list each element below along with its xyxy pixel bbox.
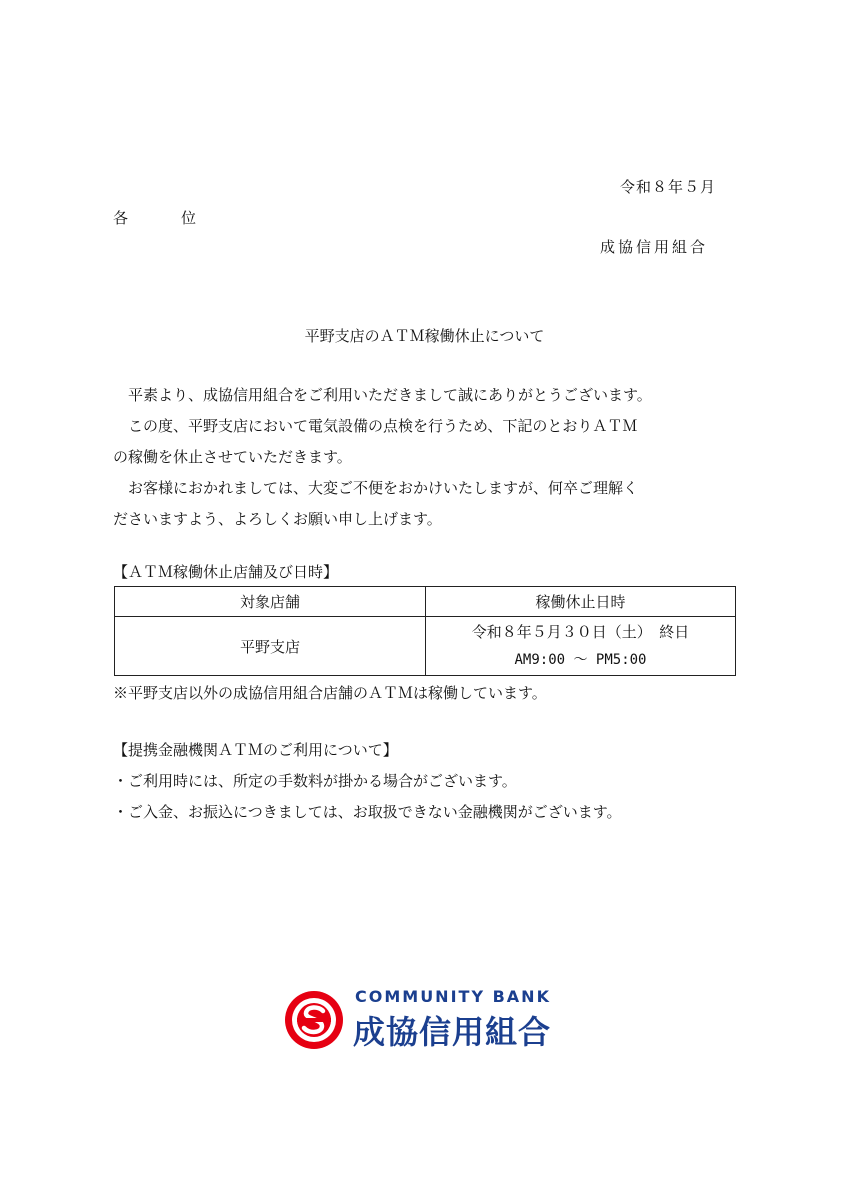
addressee-part-2: 位	[181, 209, 198, 227]
logo-english-name: COMMUNITY BANK	[355, 987, 551, 1006]
suspension-date: 令和８年５月３０日（土） 終日	[471, 623, 690, 641]
body-line: この度、平野支店において電気設備の点検を行うため、下記のとおりＡＴＭ	[113, 417, 638, 435]
table-row	[115, 617, 736, 676]
bullet-item: ・ご入金、お振込につきましては、お取扱できない金融機関がございます。	[113, 803, 622, 821]
suspension-time: AM9:00 ～ PM5:00	[514, 652, 647, 668]
section-heading-partner-atm: 【提携金融機関ＡＴＭのご利用について】	[113, 741, 398, 759]
table-header-row	[115, 587, 736, 617]
table-note: ※平野支店以外の成協信用組合店舗のＡＴＭは稼働しています。	[113, 684, 547, 702]
table-header-store: 対象店舗	[115, 587, 426, 617]
suspension-table	[114, 586, 736, 676]
bank-emblem-icon	[283, 989, 345, 1051]
table-cell-datetime	[426, 617, 736, 676]
sender: 成協信用組合	[600, 238, 709, 256]
section-heading-atm-suspension: 【ＡＴＭ稼働休止店舗及び日時】	[113, 563, 339, 581]
addressee	[113, 208, 197, 228]
addressee-part-1: 各	[113, 209, 130, 227]
bank-logo	[283, 985, 573, 1055]
table-header-datetime: 稼働休止日時	[426, 587, 736, 617]
body-line: の稼働を休止させていただきます。	[113, 448, 352, 466]
table-cell-store: 平野支店	[115, 617, 426, 676]
bullet-item: ・ご利用時には、所定の手数料が掛かる場合がございます。	[113, 772, 517, 790]
body-line: 平素より、成協信用組合をご利用いただきまして誠にありがとうございます。	[113, 386, 652, 404]
body-text	[113, 380, 743, 535]
document-title: 平野支店のＡＴＭ稼働休止について	[304, 327, 545, 345]
logo-japanese-name: 成協信用組合	[353, 1013, 552, 1051]
document-date: 令和８年５月	[620, 178, 717, 196]
body-line: ださいますよう、よろしくお願い申し上げます。	[113, 510, 442, 528]
body-line: お客様におかれましては、大変ご不便をおかけいたしますが、何卒ご理解く	[113, 479, 639, 497]
